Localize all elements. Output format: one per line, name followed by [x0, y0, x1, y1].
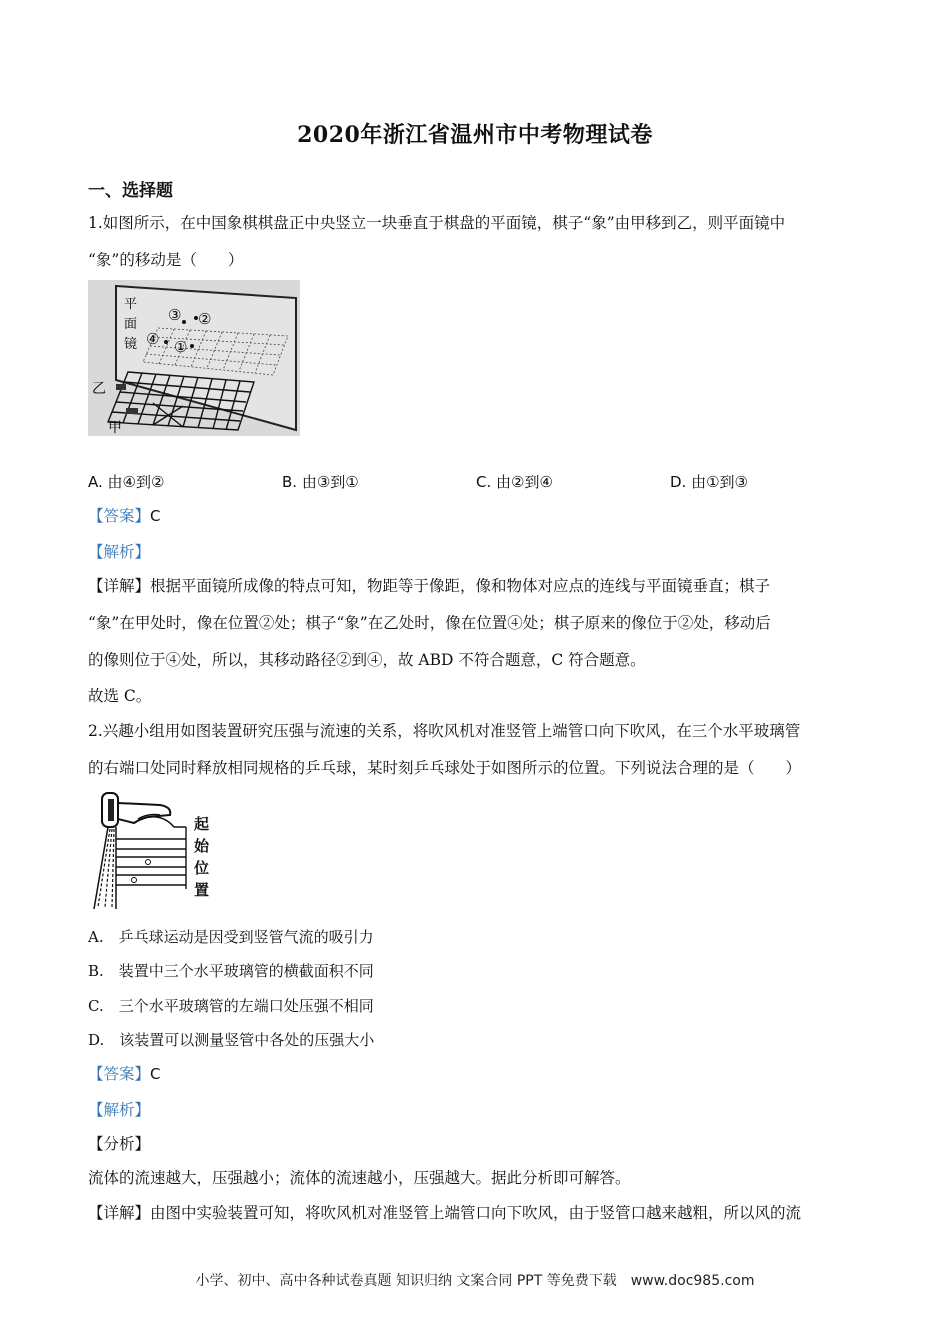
document-title: 2020年浙江省温州市中考物理试卷 — [297, 122, 653, 148]
start-label-2: 始 — [194, 837, 210, 855]
start-label-1: 起 — [194, 815, 210, 833]
q1-stem-line1: 1.如图所示，在中国象棋棋盘正中央竖立一块垂直于棋盘的平面镜，棋子“象”由甲移到乙，则平面镜中 — [88, 214, 786, 232]
q1-detail-line3: 的像则位于④处，所以，其移动路径②到④，故 ABD 不符合题意，C 符合题意。 — [88, 651, 646, 669]
image-pos-1: ① — [174, 338, 188, 356]
image-pos-4: ④ — [146, 330, 160, 348]
q2-answer-row — [88, 1064, 161, 1084]
mirror-label-2: 面 — [124, 317, 138, 332]
q2-option-d: D. 该装置可以测量竖管中各处的压强大小 — [88, 1031, 375, 1049]
mirror-label-3: 镜 — [124, 337, 138, 352]
q2-option-a: A. 乒乓球运动是因受到竖管气流的吸引力 — [88, 928, 374, 946]
answer-tag: 【答案】 — [88, 507, 151, 525]
q2-analysis-row — [88, 1100, 150, 1120]
detail-text-1: 由图中实验装置可知，将吹风机对准竖管上端管口向下吹风，由于竖管口越来越粗，所以风的流 — [150, 1204, 802, 1222]
q2-stem-line1: 2.兴趣小组用如图装置研究压强与流速的关系，将吹风机对准竖管上端管口向下吹风，在三个水平玻璃管 — [88, 722, 801, 740]
q1-detail-line2: “象”在甲处时，像在位置②处；棋子“象”在乙处时，像在位置④处；棋子原来的像位于②处，移动后 — [88, 614, 771, 632]
start-label-4: 置 — [194, 881, 210, 899]
position-yi-label: 乙 — [92, 381, 106, 397]
q1-answer-row — [88, 506, 161, 526]
q1-figure-chessboard-mirror — [88, 280, 300, 436]
q1-option-a: A. 由④到② — [88, 473, 165, 491]
answer-value: C — [150, 507, 161, 525]
q1-analysis-row — [88, 542, 150, 562]
analysis-tag: 【解析】 — [88, 543, 151, 561]
detail-tag: 【详解】 — [88, 1204, 151, 1222]
detail-tag: 【详解】 — [88, 577, 151, 595]
image-pos-3: ③ — [168, 306, 182, 324]
q1-option-d: D. 由①到③ — [670, 473, 748, 491]
page-footer[interactable]: 小学、初中、高中各种试卷真题 知识归纳 文案合同 PPT 等免费下载 www.doc985.com — [195, 1273, 755, 1289]
q1-option-c: C. 由②到④ — [476, 473, 553, 491]
q2-fenxi-tag: 【分析】 — [88, 1135, 151, 1153]
analysis-tag: 【解析】 — [88, 1101, 151, 1119]
q2-figure-blower-tubes — [88, 789, 213, 914]
q1-option-b: B. 由③到① — [282, 473, 359, 491]
image-pos-2: ② — [198, 310, 212, 328]
q1-stem-line2: “象”的移动是（ ） — [88, 251, 244, 269]
section-heading: 一、选择题 — [88, 181, 173, 201]
detail-text-1: 根据平面镜所成像的特点可知，物距等于像距，像和物体对应点的连线与平面镜垂直；棋子 — [150, 577, 771, 595]
q1-conclusion: 故选 C。 — [88, 687, 152, 705]
answer-value: C — [150, 1065, 161, 1083]
q2-detail-line1 — [88, 1203, 801, 1223]
position-jia-label: 甲 — [108, 420, 122, 436]
answer-tag: 【答案】 — [88, 1065, 151, 1083]
q1-detail-line1 — [88, 576, 770, 596]
q2-option-c: C. 三个水平玻璃管的左端口处压强不相同 — [88, 997, 374, 1015]
q2-fenxi-text: 流体的流速越大，压强越小；流体的流速越小，压强越大。据此分析即可解答。 — [88, 1169, 631, 1187]
q2-option-b: B. 装置中三个水平玻璃管的横截面积不同 — [88, 962, 374, 980]
mirror-label-1: 平 — [124, 297, 138, 312]
start-label-3: 位 — [194, 859, 210, 877]
q2-stem-line2: 的右端口处同时释放相同规格的乒乓球，某时刻乒乓球处于如图所示的位置。下列说法合理的是（ ） — [88, 759, 802, 777]
